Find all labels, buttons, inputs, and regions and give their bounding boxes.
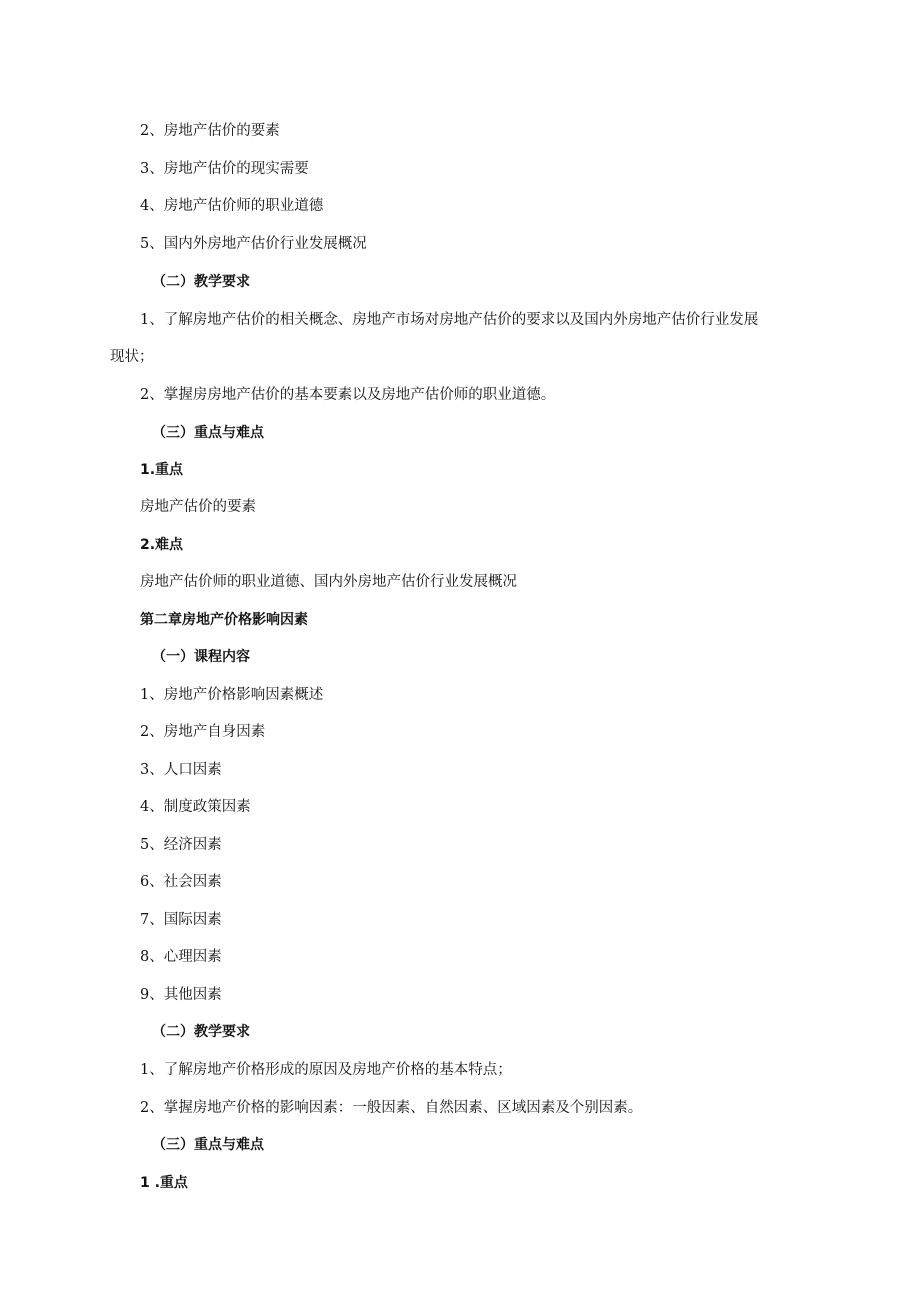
section-heading: （三）重点与难点 bbox=[152, 425, 264, 441]
section-heading: （二）教学要求 bbox=[152, 274, 250, 290]
list-item: 9、其他因素 bbox=[140, 987, 222, 1003]
list-item: 3、房地产估价的现实需要 bbox=[140, 161, 309, 177]
paragraph: 2、掌握房地产价格的影响因素：一般因素、自然因素、区域因素及个别因素。 bbox=[140, 1100, 643, 1116]
paragraph: 2、掌握房房地产估价的基本要素以及房地产估价师的职业道德。 bbox=[140, 387, 556, 403]
list-item: 2、房地产估价的要素 bbox=[140, 123, 280, 139]
list-item: 8、心理因素 bbox=[140, 949, 222, 965]
section-heading: （一）课程内容 bbox=[152, 649, 250, 665]
list-item: 4、房地产估价师的职业道德 bbox=[140, 198, 324, 214]
list-item: 2、房地产自身因素 bbox=[140, 724, 266, 740]
subheading: 2.难点 bbox=[140, 537, 184, 553]
section-heading: （二）教学要求 bbox=[152, 1024, 250, 1040]
list-item: 6、社会因素 bbox=[140, 874, 222, 890]
paragraph: 房地产估价的要素 bbox=[140, 499, 256, 515]
list-item: 5、国内外房地产估价行业发展概况 bbox=[140, 236, 367, 252]
paragraph: 1、了解房地产价格形成的原因及房地产价格的基本特点； bbox=[140, 1062, 512, 1078]
paragraph: 房地产估价师的职业道德、国内外房地产估价行业发展概况 bbox=[140, 574, 517, 590]
list-item: 3、人口因素 bbox=[140, 762, 222, 778]
list-item: 4、制度政策因素 bbox=[140, 799, 251, 815]
chapter-title: 第二章房地产价格影响因素 bbox=[140, 612, 308, 628]
list-item: 5、经济因素 bbox=[140, 837, 222, 853]
section-heading: （三）重点与难点 bbox=[152, 1137, 264, 1153]
list-item: 7、国际因素 bbox=[140, 912, 222, 928]
subheading: 1.重点 bbox=[140, 462, 184, 478]
paragraph: 1、了解房地产估价的相关概念、房地产市场对房地产估价的要求以及国内外房地产估价行业发展 bbox=[140, 312, 759, 328]
paragraph-continuation: 现状； bbox=[110, 349, 154, 365]
list-item: 1、房地产价格影响因素概述 bbox=[140, 687, 324, 703]
subheading: 1 .重点 bbox=[140, 1175, 188, 1191]
